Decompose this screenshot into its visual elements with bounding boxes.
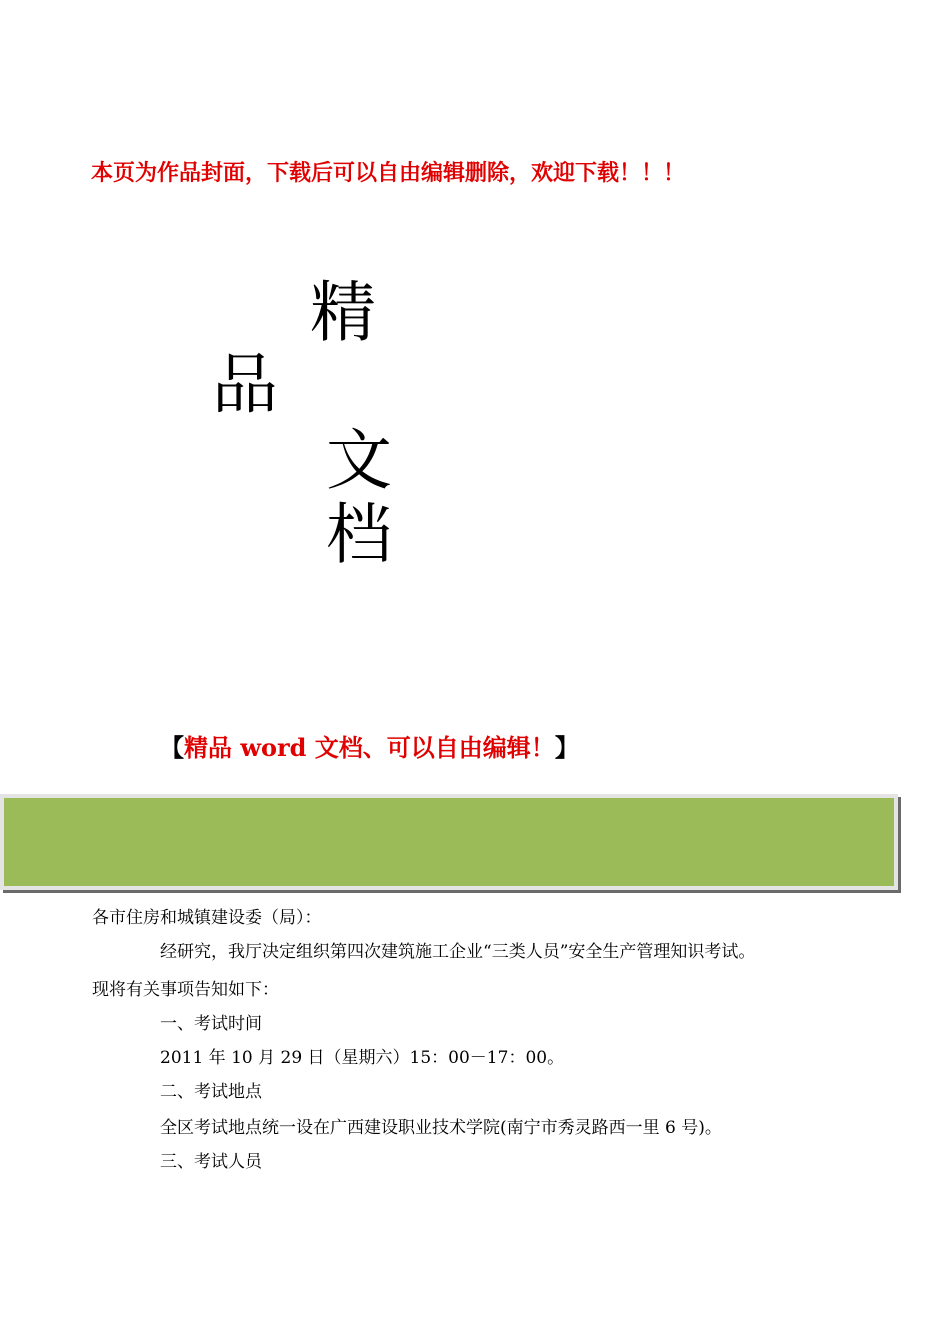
tagline-open-bracket: 【 (160, 734, 184, 762)
cover-char-pin: 品 (212, 346, 278, 423)
cover-char-jing: 精 (310, 274, 376, 351)
section-2-text: 全区考试地点统一设在广西建设职业技术学院(南宁市秀灵路西一里 6 号)。 (160, 1118, 722, 1138)
section-2-title: 二、考试地点 (160, 1082, 262, 1102)
cover-char-wen: 文 (326, 422, 392, 499)
tagline-close-bracket: 】 (554, 734, 579, 762)
tagline-text: 精品 word 文档、可以自由编辑！ (184, 733, 555, 762)
green-banner (0, 794, 898, 890)
section-3-title: 三、考试人员 (160, 1152, 262, 1172)
cover-tagline (160, 728, 579, 763)
cover-char-dang: 档 (326, 496, 392, 573)
intro-line-1: 经研究，我厅决定组织第四次建筑施工企业“三类人员”安全生产管理知识考试。 (160, 942, 756, 962)
cover-notice: 本页为作品封面，下载后可以自由编辑删除，欢迎下载！！！ (91, 161, 686, 186)
section-1-text: 2011 年 10 月 29 日（星期六）15：00－17：00。 (160, 1048, 565, 1068)
intro-line-2: 现将有关事项告知如下： (92, 980, 279, 1000)
section-1-title: 一、考试时间 (160, 1014, 262, 1034)
salutation: 各市住房和城镇建设委（局）： (92, 908, 322, 928)
